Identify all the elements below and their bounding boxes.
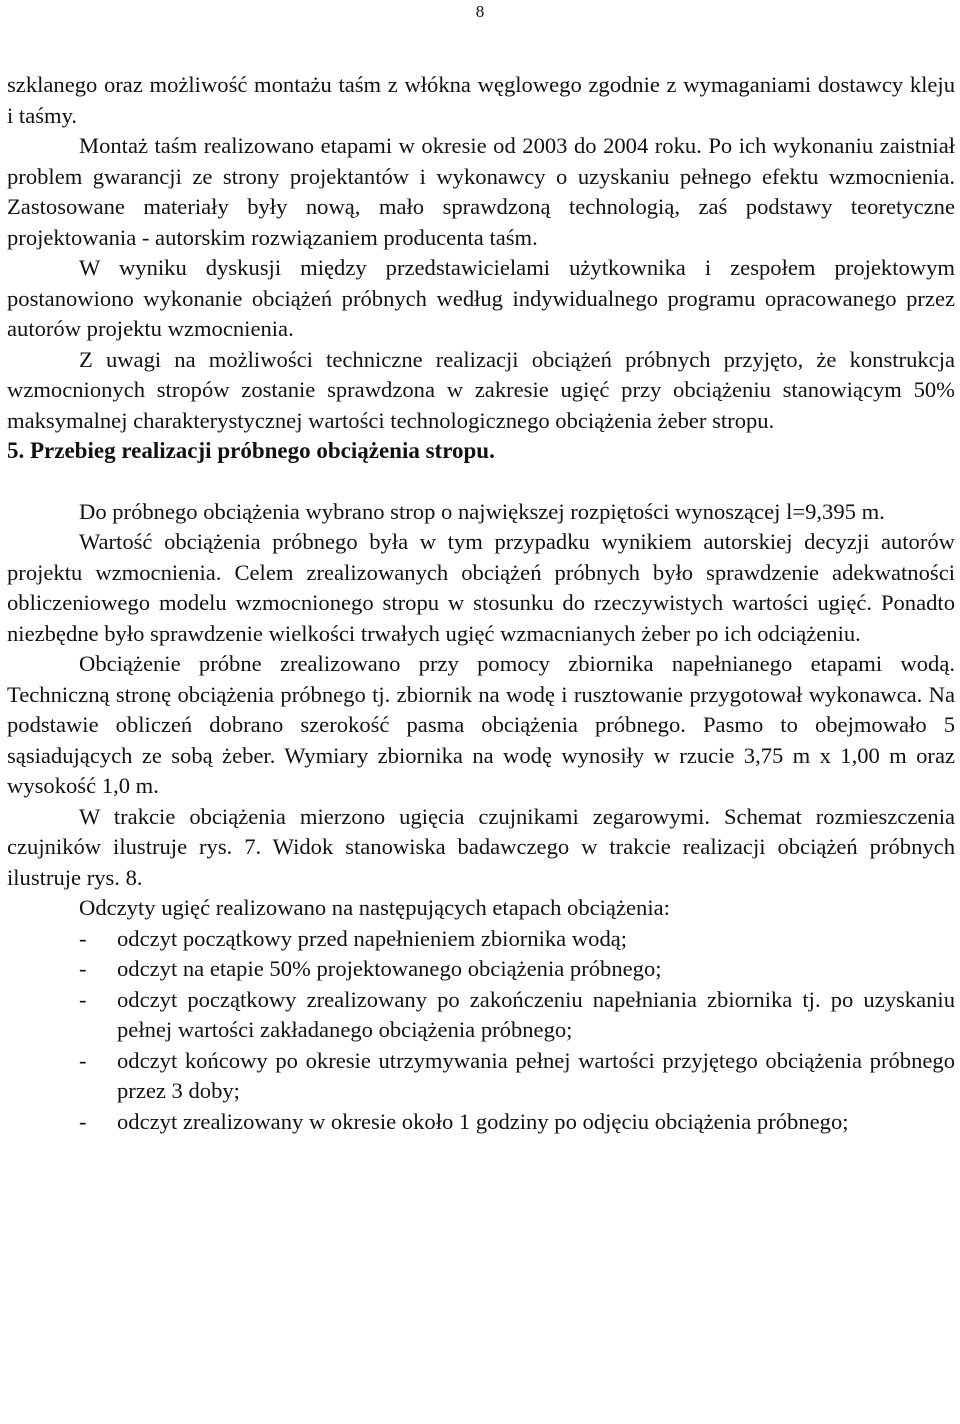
section-body: [7, 497, 955, 1138]
paragraph-montaz: Montaż taśm realizowano etapami w okresie od 2003 do 2004 roku. Po ich wykonaniu zaistniał problem gwarancji ze strony projektantów i wykonawcy o uzyskaniu pełnego efektu wzmocnienia. Zastosowane materiały były nową, mało sprawdzoną technologią, zaś podstawy teoretyczne projektowania - autorskim rozwiązaniem producenta taśm.: [7, 133, 955, 250]
section-heading: 5. Przebieg realizacji próbnego obciążenia stropu.: [7, 438, 495, 463]
list-dash: -: [79, 1047, 87, 1073]
list-item: [7, 924, 955, 955]
reading-stages-list: [7, 924, 955, 1138]
list-item-text: odczyt zrealizowany w okresie około 1 godziny po odjęciu obciążenia próbnego;: [117, 1108, 849, 1134]
list-dash: -: [79, 986, 87, 1012]
paragraph-uwagi: Z uwagi na możliwości techniczne realizacji obciążeń próbnych przyjęto, że konstrukcja wzmocnionych stropów zostanie sprawdzona w zakresie ugięć przy obciążeniu stanowiącym 50% maksymalnej charakterystycznej wartości technologicznego obciążenia żeber stropu.: [7, 346, 955, 433]
list-dash: -: [79, 1108, 87, 1134]
list-item-text: odczyt końcowy po okresie utrzymywania pełnej wartości przyjętego obciążenia próbnego przez 3 doby;: [117, 1047, 955, 1103]
list-item-text: odczyt początkowy przed napełnieniem zbiornika wodą;: [117, 925, 628, 951]
page-number: 8: [475, 2, 485, 21]
paragraph-dyskusja: W wyniku dyskusji między przedstawicielami użytkownika i zespołem projektowym postanowiono wykonanie obciążeń próbnych według indywidualnego programu opracowanego przez autorów projektu wzmocnienia.: [7, 255, 955, 341]
paragraph-odczyty: Odczyty ugięć realizowano na następujących etapach obciążenia:: [79, 895, 670, 920]
list-item: [7, 985, 955, 1046]
list-dash: -: [79, 956, 87, 981]
paragraph-wartosc: Wartość obciążenia próbnego była w tym przypadku wynikiem autorskiej decyzji autorów projektu wzmocnienia. Celem zrealizowanych obciążeń próbnych było sprawdzenie adekwatności obliczeniowego modelu wzmocnionego stropu w stosunku do rzeczywistych wartości ugięć. Ponadto niezbędne było sprawdzenie wielkości trwałych ugięć wzmacnianych żeber po ich odciążeniu.: [7, 529, 955, 646]
list-dash: -: [79, 925, 87, 951]
paragraph-continuation: szklanego oraz możliwość montażu taśm z włókna węglowego zgodnie z wymaganiami dostawcy kleju i taśmy.: [7, 72, 955, 128]
list-item: [7, 1046, 955, 1107]
list-item-text: odczyt początkowy zrealizowany po zakończeniu napełniania zbiornika tj. po uzyskaniu pełnej wartości zakładanego obciążenia próbnego;: [117, 986, 955, 1042]
document-body: [7, 70, 955, 1137]
list-item-text: odczyt na etapie 50% projektowanego obciążenia próbnego;: [117, 956, 662, 981]
list-item: [7, 1107, 955, 1138]
list-item: [7, 954, 955, 985]
paragraph-czujniki: W trakcie obciążenia mierzono ugięcia czujnikami zegarowymi. Schemat rozmieszczenia czujników ilustruje rys. 7. Widok stanowiska badawczego w trakcie realizacji obciążeń próbnych ilustruje rys. 8.: [7, 803, 955, 890]
paragraph-strop: Do próbnego obciążenia wybrano strop o największej rozpiętości wynoszącej l=9,395 m.: [79, 498, 885, 524]
paragraph-zbiornik: Obciążenie próbne zrealizowano przy pomocy zbiornika napełnianego etapami wodą. Techniczną stronę obciążenia próbnego tj. zbiornik na wodę i rusztowanie przygotował wykonawca. Na podstawie obliczeń dobrano szerokość pasma obciążenia próbnego. Pasmo to obejmowało 5 sąsiadujących ze sobą żeber. Wymiary zbiornika na wodę wynosiły w rzucie 3,75 m x 1,00 m oraz wysokość 1,0 m.: [7, 651, 955, 798]
